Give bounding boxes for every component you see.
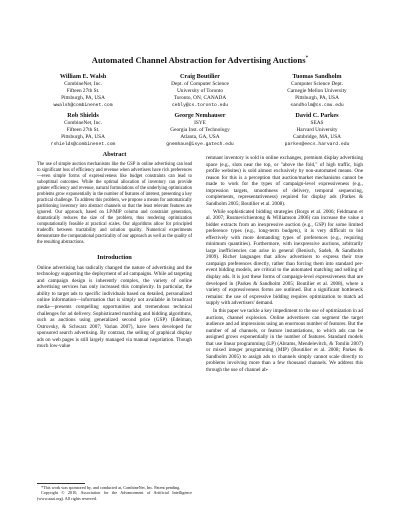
- author-block: [24, 73, 142, 109]
- author-affiliation: Pittsburgh, PA, USA: [61, 95, 105, 102]
- author-email: rshields@combinenet.com: [50, 142, 116, 148]
- author-affiliation: Harvard University: [296, 127, 338, 134]
- author-affiliation: CombineNet, Inc.: [64, 120, 102, 126]
- author-affiliation: University of Toronto: [176, 88, 224, 95]
- introduction-heading: Introduction: [97, 254, 132, 262]
- title-footnote-marker: *: [305, 56, 309, 62]
- author-affiliation: SEAS: [310, 120, 324, 126]
- abstract-text: The use of simple auction mechanisms like the GSP in online advertising can lead to significant loss of efficiency and revenue when advertisers have rich preferences—even simple forms of expressiveness like budget constraints can lead to suboptimal outcomes. While the optimal allocation of inventory can provide greater efficiency and revenue, natural formulations of the underlying optimization problems grow exponentially in the number of features of interest, presenting a key practical challenge. To address this problem, we propose a means for automatically partitioning inventory into abstract channels so that the least relevant features are ignored. Our approach, based on LP/MIP column and constraint generation, dramatically reduces the size of the problem, thus rendering optimization computationally feasible at practical scales. Our algorithms allow for principled tradeoffs between tractability and solution quality. Numerical experiments demonstrate the computational practicality of our approach as well as the quality of the resulting abstractions.: [37, 161, 192, 246]
- author-name: Rob Shields: [67, 112, 99, 119]
- author-name: Craig Boutilier: [179, 73, 221, 80]
- author-email: gnemhaus@isye.gatech.edu: [166, 142, 234, 148]
- body-paragraph: remnant inventory is sold in online exchanges, premium display advertising space (e.g., slots near the top, or "above the fold," of high traffic, high profile websites) is sold almost exclusively by non-automated means. One reason for this is a perception that auction/market mechanisms cannot be made to work for the types of campaign-level expressiveness (e.g., impression targets, smoothness of delivery, temporal sequencing, complements, representativeness) required for display ads (Parkes & Sandholm 2005; Boutilier et al. 2008).: [206, 155, 363, 207]
- author-affiliation: Computer Science Dept.: [291, 81, 343, 87]
- author-name: George Nemhauser: [174, 112, 226, 119]
- author-affiliation: ISYE: [194, 120, 206, 126]
- left-column: [37, 152, 192, 350]
- intro-paragraph: Online advertising has radically changed the nature of advertising and the technology supporting the deployment of ad campaigns. While ad targeting and campaign design is inherently complex, the variety of online advertising services has only increased this complexity. In particular, the ability to target ads to specific individuals based on detailed, personalized online information—information that is simply not available in broadcast media—presents compelling opportunities and tremendous technical challenges for ad delivery. Sophisticated matching and bidding algorithms, such as auctions using generalized second price (GSP) (Edelman, Ostrovsky, & Schwarz 2007; Varian 2007), have been developed for sponsored search advertising. By contrast, the selling of graphical display ads on web pages is still largely managed via manual negotiation. Though much low-value: [37, 264, 192, 350]
- abstract-heading: Abstract: [102, 151, 127, 158]
- author-email: sandholm@cs.cmu.edu: [290, 103, 344, 109]
- author-affiliation: Atlanta, GA, USA: [180, 134, 220, 141]
- author-block: [24, 112, 142, 148]
- author-affiliation: Fifteen 27th St.: [66, 127, 100, 134]
- author-email: parkes@eecs.harvard.edu: [284, 142, 350, 148]
- footnote: [37, 485, 192, 501]
- author-block: [258, 73, 376, 109]
- abstract: [37, 162, 192, 247]
- author-block: [258, 112, 376, 148]
- right-column: [206, 155, 363, 373]
- author-affiliation: Dept. of Computer Science: [171, 81, 229, 87]
- author-name: Tuomas Sandholm: [292, 73, 342, 80]
- author-affiliation: Pittsburgh, PA, USA: [295, 95, 339, 102]
- author-affiliation: CombineNet, Inc.: [64, 81, 102, 87]
- body-paragraph: While sophisticated bidding strategies (Borgs et al. 2006; Feldmann et al. 2007; Rusmevichientong & Williamson 2006) can increase the value a bidder extracts from an inexpressive auction (e.g., GSP) for some limited preference types (e.g., long-term budgets), it is very difficult to bid effectively with more demanding types of preferences (e.g., requiring minimum quantities). Furthermore, with inexpressive auctions, arbitrarily large inefficiencies can arise in general (Benisch, Sadeh, & Sandholm 2009). Richer languages that allow advertisers to express their true campaign preferences directly, rather than forcing them into standard per-event bidding models, are critical to the automated matching and selling of display ads. It is just these forms of campaign-level expressiveness that are developed in (Parkes & Sandholm 2005; Boutilier et al. 2008), where a variety of expressiveness forms are outlined. But a significant bottleneck remains: the use of expressive bidding requires optimization to match ad supply with advertisers' demand.: [206, 208, 363, 307]
- author-email: cebly@cs.toronto.edu: [171, 103, 229, 109]
- paper-title: [0, 55, 400, 65]
- author-email: wwalsh@combinenet.com: [53, 103, 113, 109]
- footnote-sponsor: *This work was sponsored by, and conducted at, CombineNet, Inc. Patent pending.: [41, 485, 181, 490]
- author-affiliation: Cambridge, MA, USA: [293, 134, 341, 141]
- author-affiliation: Pittsburgh, PA, USA: [61, 134, 105, 141]
- author-name: David C. Parkes: [295, 112, 339, 119]
- author-affiliation: Carnegie Mellon University: [287, 88, 347, 95]
- author-affiliation: Toronto, ON, CANADA: [173, 95, 227, 102]
- author-block: [141, 112, 259, 148]
- author-affiliation: Fifteen 27th St.: [66, 88, 100, 95]
- author-block: [141, 73, 259, 109]
- paper-title-text: Automated Channel Abstraction for Advertising Auctions: [91, 55, 306, 65]
- author-affiliation: Georgia Inst. of Technology: [170, 127, 230, 134]
- footnote-copyright: Copyright © 2010, Association for the Advancement of Artificial Intelligence (www.aaai.org). All rights reserved.: [37, 490, 192, 501]
- author-name: William E. Walsh: [59, 73, 107, 80]
- footnote-rule: [37, 483, 85, 484]
- body-paragraph: In this paper we tackle a key impediment to the use of optimization in ad auctions, channel explosion. Online advertisers can segment the target audience and ad impressions using an enormous number of features. But the number of ad channels, or feature instantiations, to which ads can be assigned grows exponentially in the number of features. Standard models that use linear programming (LP) (Abrams, Mendelevitch, & Tomlin 2007) or mixed integer programming (MIP) (Boutilier et al. 2008; Parkes & Sandholm 2005) to assign ads to channels simply cannot scale directly to problems involving more than a few thousand channels. We address this through the use of channel ab-: [206, 307, 363, 373]
